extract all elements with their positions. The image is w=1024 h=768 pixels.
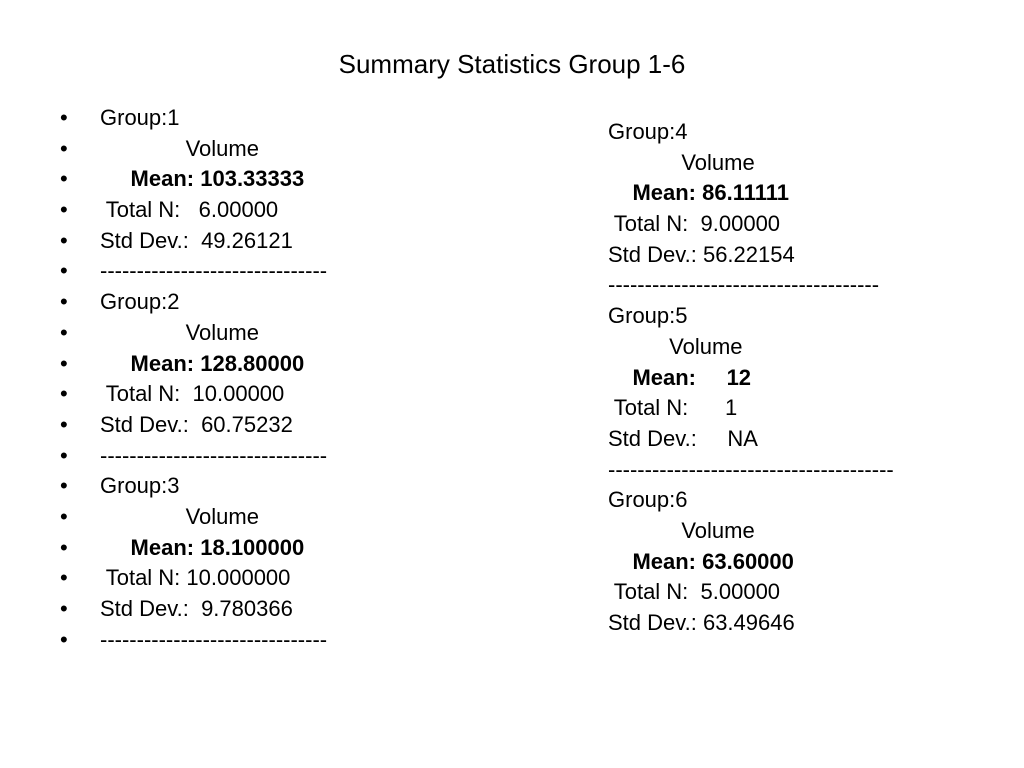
- text-line: ---------------------------------------: [608, 456, 894, 482]
- right-column-text: [608, 117, 1008, 639]
- text-line: Mean: 12: [608, 364, 752, 390]
- list-item-text: -------------------------------: [100, 442, 328, 468]
- list-item-text: Group:2: [100, 289, 180, 315]
- list-item-text: Mean: 18.100000: [100, 534, 305, 560]
- list-item: [60, 533, 480, 564]
- text-line: Total N: 1: [608, 395, 738, 421]
- bullet-icon: •: [60, 258, 68, 284]
- text-line: Volume: [608, 333, 743, 359]
- bullet-icon: •: [60, 135, 68, 161]
- list-item-text: Volume: [100, 135, 259, 161]
- list-item-text: -------------------------------: [100, 626, 328, 652]
- list-item-text: Total N: 6.00000: [100, 197, 279, 223]
- bullet-icon: •: [60, 227, 68, 253]
- bullet-icon: •: [60, 289, 68, 315]
- bullet-icon: •: [60, 534, 68, 560]
- text-line: Std Dev.: NA: [608, 425, 758, 451]
- list-item: [60, 471, 480, 502]
- list-item: [60, 164, 480, 195]
- bullet-icon: •: [60, 166, 68, 192]
- text-line: Total N: 5.00000: [608, 579, 781, 605]
- list-item-text: Std Dev.: 9.780366: [100, 596, 293, 621]
- bullet-icon: •: [60, 442, 68, 468]
- text-line: Volume: [608, 517, 755, 543]
- bullet-icon: •: [60, 381, 68, 407]
- list-item: [60, 410, 480, 441]
- bullet-icon: •: [60, 565, 68, 591]
- text-line: Std Dev.: 63.49646: [608, 610, 795, 635]
- list-item-text: Total N: 10.000000: [100, 565, 291, 591]
- bullet-icon: •: [60, 350, 68, 376]
- text-line: Mean: 63.60000: [608, 548, 794, 574]
- list-item: [60, 563, 480, 594]
- list-item-text: Mean: 128.80000: [100, 350, 305, 376]
- bullet-icon: •: [60, 319, 68, 345]
- text-line: -------------------------------------: [608, 272, 880, 298]
- text-line: Group:6: [608, 487, 688, 513]
- text-line: Mean: 86.11111: [608, 180, 790, 206]
- list-item-text: Volume: [100, 503, 259, 529]
- list-item: [60, 103, 480, 134]
- bullet-icon: •: [60, 626, 68, 652]
- text-line: Volume: [608, 149, 755, 175]
- bullet-icon: •: [60, 105, 68, 130]
- list-item: [60, 594, 480, 625]
- list-item: [60, 226, 480, 257]
- list-item: [60, 379, 480, 410]
- list-item-text: Total N: 10.00000: [100, 381, 285, 407]
- text-line: Group:5: [608, 303, 688, 329]
- list-item-text: Volume: [100, 319, 259, 345]
- list-item-text: Mean: 103.33333: [100, 166, 305, 192]
- left-column-bullet-list: [60, 103, 480, 655]
- list-item: [60, 625, 480, 656]
- bullet-icon: •: [60, 596, 68, 621]
- list-item: [60, 256, 480, 287]
- bullet-icon: •: [60, 503, 68, 529]
- list-item: [60, 195, 480, 226]
- list-item: [60, 502, 480, 533]
- bullet-icon: •: [60, 473, 68, 499]
- list-item-text: Std Dev.: 60.75232: [100, 411, 293, 437]
- list-item: [60, 318, 480, 349]
- bullet-icon: •: [60, 197, 68, 223]
- list-item-text: Group:3: [100, 473, 180, 499]
- bullet-icon: •: [60, 411, 68, 437]
- slide-title: Summary Statistics Group 1-6: [338, 49, 686, 79]
- list-item: [60, 134, 480, 165]
- list-item-text: Group:1: [100, 105, 180, 130]
- list-item: [60, 287, 480, 318]
- list-item: [60, 349, 480, 380]
- list-item-text: -------------------------------: [100, 258, 328, 284]
- list-item-text: Std Dev.: 49.26121: [100, 227, 293, 253]
- list-item: [60, 441, 480, 472]
- text-line: Total N: 9.00000: [608, 211, 781, 237]
- text-line: Std Dev.: 56.22154: [608, 241, 795, 267]
- text-line: Group:4: [608, 119, 688, 144]
